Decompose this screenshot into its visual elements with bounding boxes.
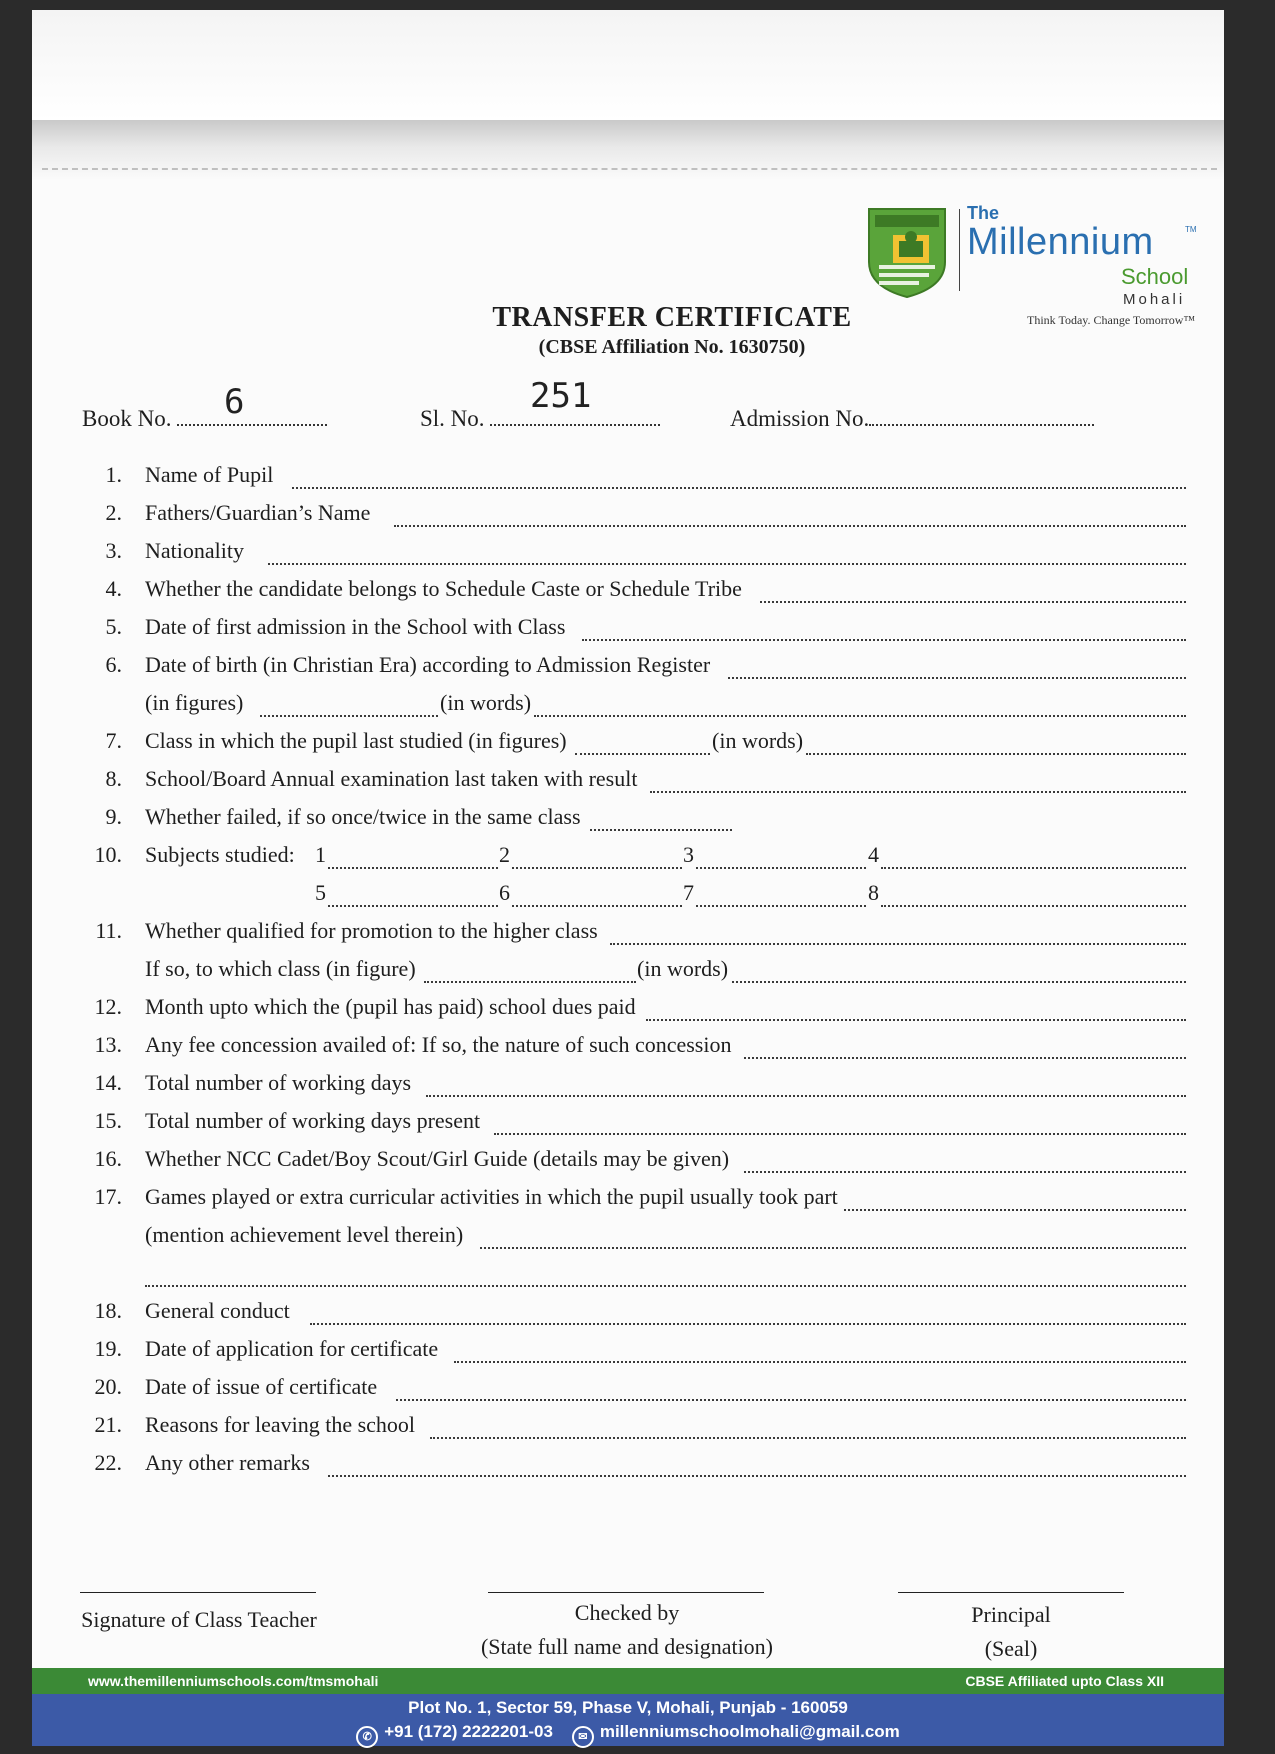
phone-icon: ✆ [356,1726,378,1748]
field-row-21[interactable] [32,1412,1224,1446]
field-row-10[interactable] [32,842,1224,876]
subject-number: 6 [499,880,510,905]
field-row-2[interactable] [32,500,1224,534]
fill-line [260,715,438,717]
field-row-11[interactable] [32,918,1224,952]
document-title: TRANSFER CERTIFICATE [492,302,852,333]
row-number: 17. [94,1184,122,1209]
field-label: Any other remarks [145,1450,310,1475]
row-number: 2. [105,500,122,525]
logo-tagline: Think Today. Change Tomorrow™ [1027,313,1196,327]
logo-the: The [967,203,1000,223]
book-number-dots [177,423,327,426]
field-label: Class in which the pupil last studied (in figures) [145,728,567,753]
certificate-page [32,10,1224,1746]
field-row-14[interactable] [32,1070,1224,1104]
field-label: Date of birth (in Christian Era) according to Admission Register [145,652,711,677]
row-number: 4. [105,576,122,601]
fill-line [426,1095,1186,1097]
field-label: (in words) [637,956,729,981]
field-label: Name of Pupil [145,462,274,487]
row-number: 11. [95,918,122,943]
field-label: Date of application for certificate [145,1336,439,1361]
fill-line [806,753,1186,755]
fill-line [646,1019,1186,1021]
fill-line [881,867,1186,869]
row-number: 16. [94,1146,122,1171]
row-number: 10. [94,842,122,867]
fill-line [744,1057,1186,1059]
principal-signature-line[interactable] [898,1592,1124,1593]
fold-shadow [32,120,1224,180]
subject-number: 7 [683,880,694,905]
row-number: 1. [105,462,122,487]
book-number-field[interactable] [82,406,327,432]
row-number: 14. [94,1070,122,1095]
field-label: Date of first admission in the School with Class [145,614,566,639]
document-subtitle: (CBSE Affiliation No. 1630750) [538,336,806,358]
field-row-3[interactable] [32,538,1224,572]
perforation-line [42,168,1217,170]
row-number: 15. [94,1108,122,1133]
fill-line [534,715,1186,717]
field-label: Any fee concession availed of: If so, the nature of such concession [145,1032,732,1057]
field-label: (in words) [440,690,532,715]
phone-number[interactable]: +91 (172) 2222201-03 [384,1722,553,1741]
row-number: 13. [94,1032,122,1057]
row-number: 5. [105,614,122,639]
fill-line [328,905,498,907]
fill-line [575,753,710,755]
fill-line [454,1361,1186,1363]
field-label: Date of issue of certificate [145,1374,378,1399]
logo-trademark: TM [1185,225,1197,234]
row-number: 7. [105,728,122,753]
principal-label: Principal [971,1602,1051,1627]
footer-green-bar [32,1668,1224,1694]
teacher-signature-line[interactable] [80,1592,316,1593]
teacher-signature-label: Signature of Class Teacher [81,1607,317,1632]
field-label: (in figures) [145,690,244,715]
logo-divider [959,209,960,291]
field-label: Fathers/Guardian’s Name [145,500,371,525]
checked-by-signature-line[interactable] [488,1592,764,1593]
field-label: School/Board Annual examination last taken with result [145,766,638,791]
field-label: Whether failed, if so once/twice in the same class [145,804,581,829]
fill-line [292,487,1186,489]
fill-line [394,525,1186,527]
row-number: 22. [94,1450,122,1475]
checked-by-label: Checked by [574,1600,680,1625]
checked-by-sublabel: (State full name and designation) [480,1634,774,1659]
row-number: 6. [105,652,122,677]
fill-line [744,1171,1186,1173]
field-row-17c[interactable] [32,1260,1224,1294]
field-row-1[interactable] [32,462,1224,496]
field-label: Whether qualified for promotion to the higher class [145,918,598,943]
fill-line [844,1209,1186,1211]
field-label: Whether the candidate belongs to Schedule Caste or Schedule Tribe [145,576,742,601]
field-label: Total number of working days [145,1070,412,1095]
logo-school: School [1121,264,1189,289]
fill-line [430,1437,1186,1439]
field-row-4[interactable] [32,576,1224,610]
field-row-9[interactable] [32,804,1224,838]
fill-line [310,1323,1186,1325]
fill-line [145,1285,1186,1287]
row-number: 19. [94,1336,122,1361]
subject-number: 4 [868,842,879,867]
field-label: Nationality [145,538,244,563]
fill-line [480,1247,1186,1249]
field-row-17[interactable] [32,1184,1224,1218]
affiliation-text: CBSE Affiliated upto Class XII [965,1673,1164,1689]
fill-line [512,905,682,907]
fill-line [328,1475,1186,1477]
field-row-7[interactable] [32,728,1224,762]
fill-line [732,981,1186,983]
field-label: Total number of working days present [145,1108,481,1133]
row-number: 9. [105,804,122,829]
book-number-value: 6 [224,382,245,422]
subject-number: 1 [315,842,326,867]
email-icon: ✉ [572,1726,594,1748]
field-label: General conduct [145,1298,290,1323]
field-label: Reasons for leaving the school [145,1412,416,1437]
fill-line [610,943,1186,945]
principal-seal-label: (Seal) [984,1636,1038,1661]
field-row-12[interactable] [32,994,1224,1028]
logo-name: Millennium [967,221,1154,263]
fill-line [424,981,636,983]
field-label: (mention achievement level therein) [145,1222,464,1247]
field-row-22[interactable] [32,1450,1224,1484]
subject-number: 8 [868,880,879,905]
fill-line [582,639,1186,641]
fill-line [396,1399,1186,1401]
fill-line [494,1133,1186,1135]
fill-line [268,563,1186,565]
book-number-label: Book No. [82,406,172,431]
admission-number-field[interactable] [730,406,1094,432]
field-label: (in words) [712,728,804,753]
subject-number: 3 [683,842,694,867]
subject-number: 2 [499,842,510,867]
field-label: Month upto which the (pupil has paid) school dues paid [145,994,636,1019]
row-number: 20. [94,1374,122,1399]
field-row-11b[interactable] [32,956,1224,990]
fill-line [881,905,1186,907]
field-label: If so, to which class (in figure) [145,956,416,981]
admission-number-label: Admission No. [730,406,870,431]
field-label: Subjects studied: [145,842,295,867]
field-row-5[interactable] [32,614,1224,648]
top-tear-strip [32,10,1224,121]
fill-line [590,829,732,831]
field-row-17b[interactable] [32,1222,1224,1256]
field-row-19[interactable] [32,1336,1224,1370]
subject-number: 5 [315,880,326,905]
row-number: 18. [94,1298,122,1323]
field-row-13[interactable] [32,1032,1224,1066]
row-number: 12. [94,994,122,1019]
admission-number-dots [869,423,1094,426]
field-row-16[interactable] [32,1146,1224,1180]
email-address[interactable]: millenniumschoolmohali@gmail.com [599,1722,900,1741]
row-number: 8. [105,766,122,791]
field-row-6b[interactable] [32,690,1224,724]
row-number: 21. [94,1412,122,1437]
field-row-18[interactable] [32,1298,1224,1332]
footer-blue-bar [32,1694,1224,1746]
fill-line [512,867,682,869]
field-row-6[interactable] [32,652,1224,686]
field-label: Games played or extra curricular activities in which the pupil usually took part [145,1184,838,1209]
website-link[interactable]: www.themillenniumschools.com/tmsmohali [88,1673,379,1689]
field-row-20[interactable] [32,1374,1224,1408]
row-number: 3. [105,538,122,563]
field-row-15[interactable] [32,1108,1224,1142]
serial-number-value: 251 [530,376,592,416]
school-address: Plot No. 1, Sector 59, Phase V, Mohali, Punjab - 160059 [408,1698,848,1717]
school-crest-icon [867,207,947,299]
logo-city: Mohali [1123,291,1186,308]
field-row-10b[interactable] [32,880,1224,914]
serial-number-label: Sl. No. [420,406,485,431]
contact-line [32,1722,1224,1748]
fill-line [696,867,866,869]
field-row-8[interactable] [32,766,1224,800]
serial-number-dots [490,423,660,426]
fill-line [760,601,1186,603]
fill-line [696,905,866,907]
fill-line [728,677,1186,679]
fill-line [328,867,498,869]
field-label: Whether NCC Cadet/Boy Scout/Girl Guide (details may be given) [145,1146,730,1171]
fill-line [650,791,1186,793]
